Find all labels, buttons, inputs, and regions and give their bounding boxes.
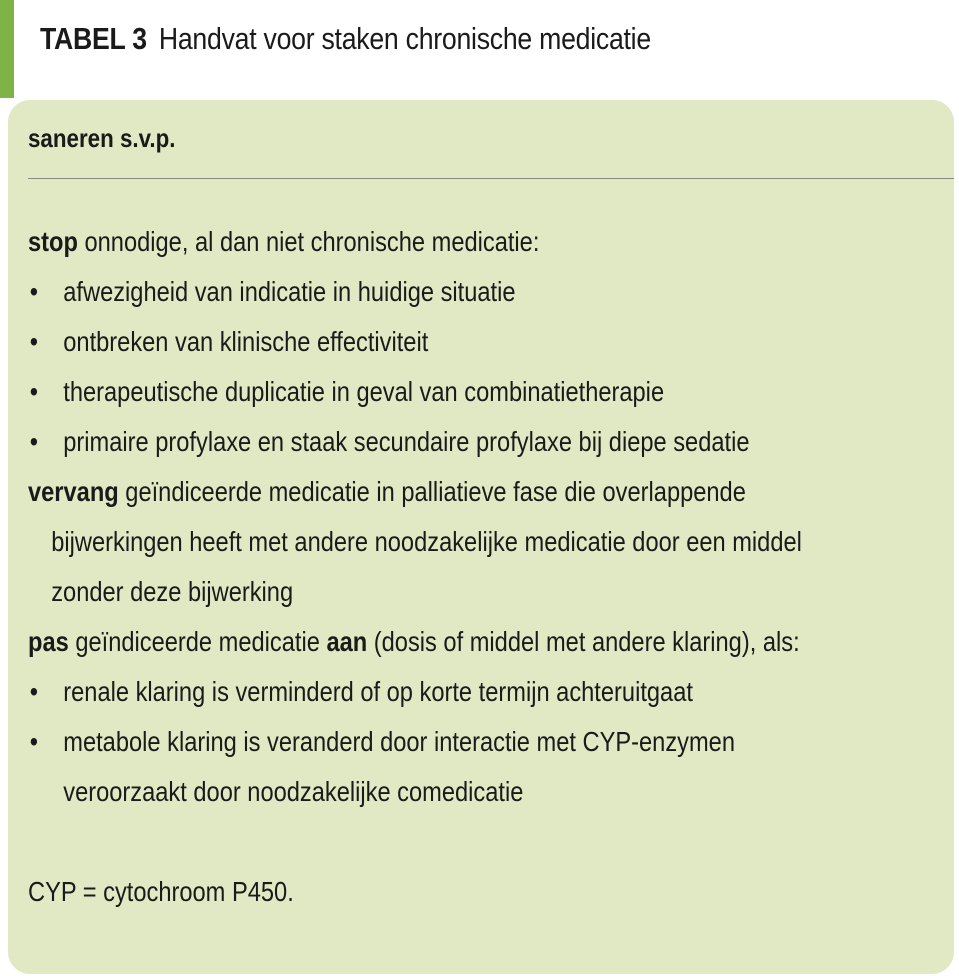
stop-text: onnodige, al dan niet chronische medicatie: xyxy=(77,226,540,257)
list-item-text: renale klaring is verminderd of op korte termijn achteruitgaat xyxy=(63,676,693,707)
bullet-icon: • xyxy=(29,676,39,707)
vervang-line xyxy=(28,467,931,517)
table-title-text: Handvat voor staken chronische medicatie xyxy=(158,21,651,56)
aan-keyword: aan xyxy=(326,626,368,657)
list-item xyxy=(28,267,931,317)
list-item xyxy=(28,317,931,367)
pas-keyword: pas xyxy=(28,626,69,657)
panel-body xyxy=(28,217,931,917)
list-item-text: ontbreken van klinische effectiviteit xyxy=(63,326,429,357)
pas-text-end: (dosis of middel met andere klaring), als: xyxy=(367,626,800,657)
footnote: CYP = cytochroom P450. xyxy=(28,876,294,907)
vervang-continuation: bijwerkingen heeft met andere noodzakelijke medicatie door een middel xyxy=(51,526,802,557)
list-item-continuation: veroorzaakt door noodzakelijke comedicatie xyxy=(63,776,524,807)
pas-line xyxy=(28,617,931,667)
list-item-text: metabole klaring is veranderd door interactie met CYP-enzymen xyxy=(63,726,735,757)
list-item xyxy=(28,367,931,417)
list-item-text: therapeutische duplicatie in geval van combinatietherapie xyxy=(63,376,665,407)
vervang-text: geïndiceerde medicatie in palliatieve fase die overlappende xyxy=(118,476,746,507)
stop-line xyxy=(28,217,931,267)
bullet-icon: • xyxy=(29,426,39,457)
spacer xyxy=(28,817,931,867)
list-item xyxy=(28,717,931,767)
bullet-icon: • xyxy=(29,726,39,757)
bullet-icon: • xyxy=(29,326,39,357)
list-item-text: afwezigheid van indicatie in huidige situatie xyxy=(63,276,516,307)
vervang-keyword: vervang xyxy=(28,476,119,507)
table-panel xyxy=(8,100,954,974)
list-item-text: primaire profylaxe en staak secundaire profylaxe bij diepe sedatie xyxy=(63,426,750,457)
table-label: TABEL 3 xyxy=(40,21,147,56)
list-item xyxy=(28,417,931,467)
bullet-icon: • xyxy=(29,376,39,407)
vervang-continuation: zonder deze bijwerking xyxy=(51,576,294,607)
table-title xyxy=(40,14,651,64)
list-item xyxy=(28,667,931,717)
panel-heading: saneren s.v.p. xyxy=(28,123,176,153)
divider xyxy=(28,178,954,179)
stop-keyword: stop xyxy=(28,226,78,257)
pas-text: geïndiceerde medicatie xyxy=(68,626,327,657)
accent-bar xyxy=(0,0,14,98)
bullet-icon: • xyxy=(29,276,39,307)
